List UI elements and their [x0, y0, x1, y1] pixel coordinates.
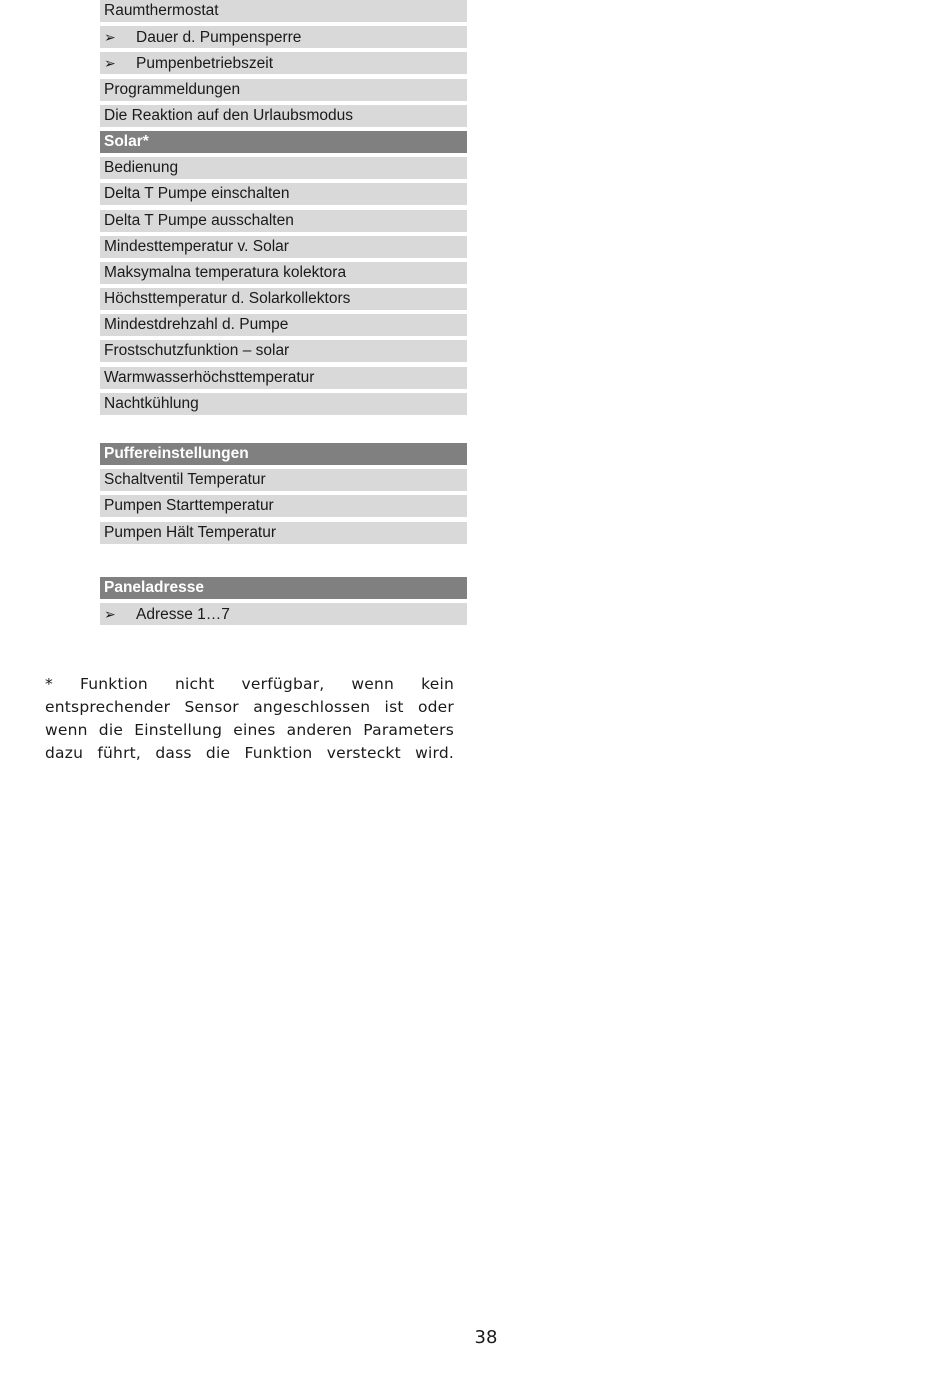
menu-item — [100, 367, 467, 389]
menu-item-label: Dauer d. Pumpensperre — [136, 29, 302, 47]
arrow-bullet-icon: ➢ — [104, 29, 116, 46]
menu-item — [100, 210, 467, 232]
menu-item-label: Delta T Pumpe einschalten — [104, 185, 290, 203]
menu-item-label: Puffereinstellungen — [104, 445, 249, 462]
menu-item — [100, 236, 467, 258]
menu-item-label: Nachtkühlung — [104, 394, 199, 412]
sub-menu-item — [100, 603, 467, 625]
menu-item-label: Maksymalna temperatura kolektora — [104, 263, 347, 281]
sub-menu-item — [100, 26, 467, 48]
menu-item-label: Mindestdrehzahl d. Pumpe — [104, 316, 289, 334]
arrow-bullet-icon: ➢ — [104, 606, 116, 623]
menu-item — [100, 262, 467, 284]
menu-item — [100, 183, 467, 205]
menu-item — [100, 522, 467, 544]
menu-item-label: Programmeldungen — [104, 80, 241, 98]
menu-item — [100, 157, 467, 179]
menu-item-label: Die Reaktion auf den Urlaubsmodus — [104, 106, 353, 124]
menu-item — [100, 314, 467, 336]
menu-item — [100, 288, 467, 310]
menu-item-label: Paneladresse — [104, 579, 204, 596]
section-header — [100, 131, 467, 153]
section-header — [100, 577, 467, 599]
menu-item-label: Pumpenbetriebszeit — [136, 55, 273, 73]
menu-item-label: Delta T Pumpe ausschalten — [104, 211, 294, 229]
menu-item — [100, 79, 467, 101]
menu-item-label: Adresse 1…7 — [136, 606, 230, 624]
menu-item-label: Pumpen Starttemperatur — [104, 497, 274, 515]
buffer-settings-list — [100, 443, 467, 548]
menu-item-label: Solar* — [104, 132, 149, 150]
footnote: * Funktion nicht verfügbar, wenn kein entsprechender Sensor angeschlossen ist oder wenn die Einstellung eines anderen Parameters dazu führt, dass die Funktion versteckt wird. — [45, 674, 454, 762]
menu-item-label: Frostschutzfunktion – solar — [104, 342, 290, 360]
menu-item-label: Mindesttemperatur v. Solar — [104, 237, 289, 255]
page-number: 38 — [474, 1327, 498, 1348]
menu-item-label: Schaltventil Temperatur — [104, 471, 266, 489]
menu-item-label: Bedienung — [104, 159, 179, 177]
menu-item-label: Pumpen Hält Temperatur — [104, 523, 277, 541]
menu-item — [100, 340, 467, 362]
settings-menu-list — [100, 0, 467, 419]
menu-item — [100, 393, 467, 415]
section-header — [100, 443, 467, 465]
menu-item-label: Raumthermostat — [104, 2, 219, 19]
menu-item — [100, 0, 467, 22]
menu-item — [100, 105, 467, 127]
menu-item-label: Höchsttemperatur d. Solarkollektors — [104, 290, 351, 308]
panel-address-list — [100, 577, 467, 629]
menu-item-label: Warmwasserhöchsttemperatur — [104, 368, 315, 386]
sub-menu-item — [100, 52, 467, 74]
arrow-bullet-icon: ➢ — [104, 55, 116, 72]
menu-item — [100, 469, 467, 491]
menu-item — [100, 495, 467, 517]
